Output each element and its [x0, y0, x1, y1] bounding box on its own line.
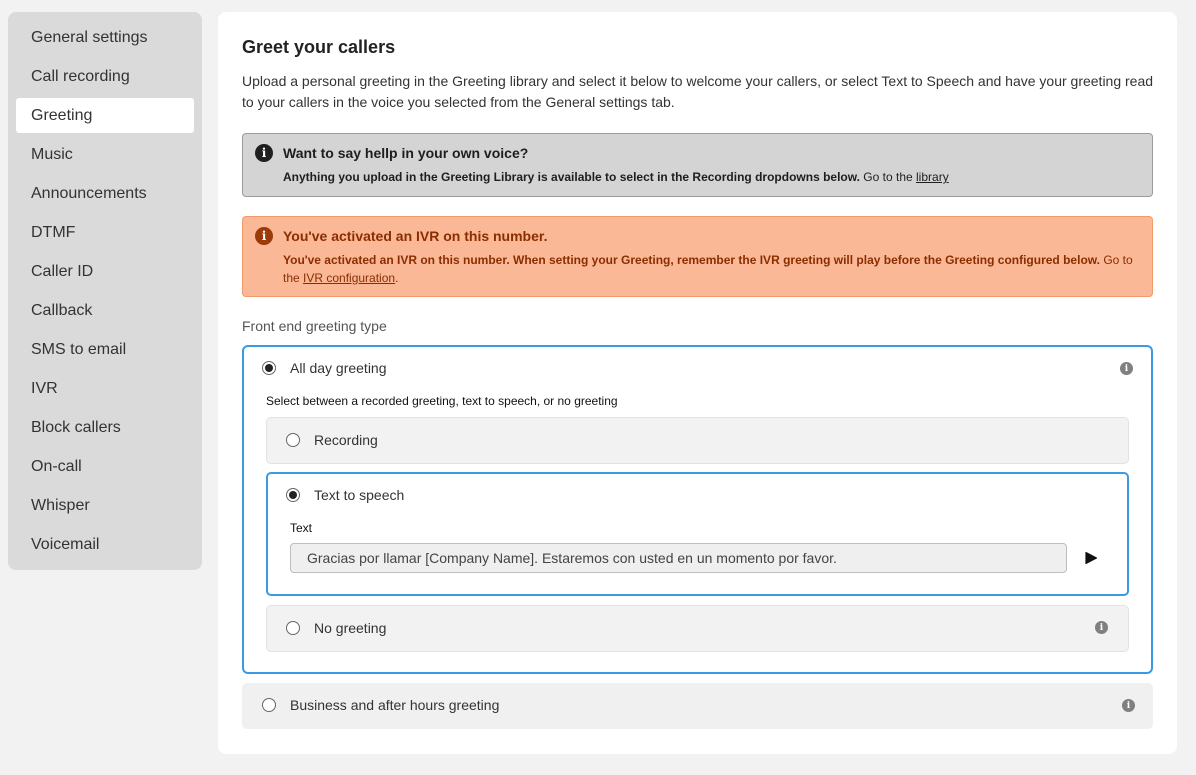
text-field-label: Text: [290, 521, 313, 535]
settings-sidebar: [8, 12, 202, 570]
ivr-warning-alert: [242, 216, 1153, 297]
sidebar-item-announcements[interactable]: Announcements: [31, 184, 147, 202]
no-greeting-option[interactable]: [266, 605, 1129, 652]
alert-link-prefix: Go to the: [283, 253, 1133, 285]
alert-body-text: Anything you upload in the Greeting Library is available to select in the Recording dropdowns below.: [283, 170, 860, 184]
sidebar-item-dtmf[interactable]: DTMF: [31, 223, 76, 241]
sidebar-item-block-callers[interactable]: Block callers: [31, 418, 121, 436]
greeting-type-label: Front end greeting type: [242, 318, 387, 334]
alert-link-prefix: Go to the: [859, 170, 917, 184]
sidebar-item-on-call[interactable]: On-call: [31, 457, 82, 475]
text-to-speech-input[interactable]: Gracias por llamar [Company Name]. Estaremos con usted en un momento por favor.: [290, 543, 1067, 573]
alert-title: You've activated an IVR on this number.: [283, 228, 548, 244]
no-greeting-label: No greeting: [314, 620, 387, 636]
business-hours-greeting-option[interactable]: [242, 683, 1153, 729]
text-to-speech-option[interactable]: [266, 472, 1129, 596]
library-link[interactable]: library: [916, 170, 949, 184]
own-voice-info-alert: [242, 133, 1153, 197]
play-icon[interactable]: [1084, 551, 1098, 565]
sidebar-item-sms-to-email[interactable]: SMS to email: [31, 340, 127, 358]
info-icon: i: [255, 144, 273, 162]
info-icon[interactable]: i: [1120, 362, 1133, 375]
ivr-configuration-link[interactable]: IVR configuration: [303, 271, 396, 285]
alert-body: [283, 168, 1140, 186]
greeting-panel: [218, 12, 1177, 754]
business-hours-greeting-label: Business and after hours greeting: [290, 697, 500, 713]
page-title: Greet your callers: [242, 37, 396, 57]
business-hours-greeting-radio[interactable]: [262, 698, 276, 712]
sidebar-item-whisper[interactable]: Whisper: [31, 496, 90, 514]
info-icon[interactable]: i: [1122, 699, 1135, 712]
all-day-greeting-option[interactable]: [242, 345, 1153, 674]
greeting-mode-hint: Select between a recorded greeting, text to speech, or no greeting: [266, 394, 618, 408]
sidebar-item-voicemail[interactable]: Voicemail: [31, 535, 100, 553]
all-day-greeting-radio[interactable]: [262, 361, 276, 375]
sidebar-item-greeting[interactable]: Greeting: [16, 98, 194, 133]
recording-label: Recording: [314, 432, 378, 448]
sidebar-item-callback[interactable]: Callback: [31, 301, 93, 319]
sidebar-item-call-recording[interactable]: Call recording: [31, 67, 130, 85]
sidebar-item-caller-id[interactable]: Caller ID: [31, 262, 94, 280]
text-to-speech-radio[interactable]: [286, 488, 300, 502]
alert-body-text: You've activated an IVR on this number. When setting your Greeting, remember the IVR greeting will play before the Greeting configured below.: [283, 253, 1100, 267]
alert-suffix: .: [395, 271, 399, 285]
text-to-speech-label: Text to speech: [314, 487, 405, 503]
info-icon: i: [255, 227, 273, 245]
alert-title: Want to say hellp in your own voice?: [283, 145, 529, 161]
sidebar-item-ivr[interactable]: IVR: [31, 379, 58, 397]
recording-option[interactable]: [266, 417, 1129, 464]
all-day-greeting-label: All day greeting: [290, 360, 387, 376]
page-description: Upload a personal greeting in the Greeting library and select it below to welcome your callers, or select Text to Speech and have your greeting read to your callers in the voice you selected from the General settings tab.: [242, 73, 1154, 110]
alert-body: [283, 251, 1140, 287]
info-icon[interactable]: i: [1095, 621, 1108, 634]
recording-radio[interactable]: [286, 433, 300, 447]
sidebar-item-music[interactable]: Music: [31, 145, 73, 163]
no-greeting-radio[interactable]: [286, 621, 300, 635]
sidebar-item-general-settings[interactable]: General settings: [31, 28, 148, 46]
